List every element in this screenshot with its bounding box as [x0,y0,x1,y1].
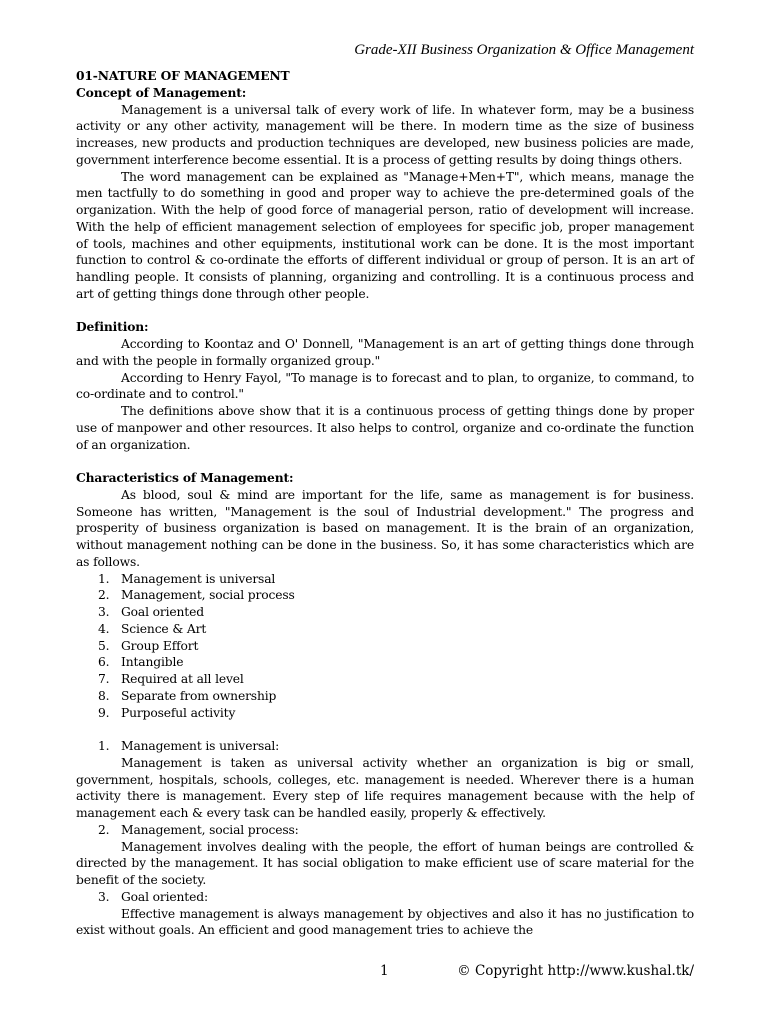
list-item: 4. Science & Art [98,621,207,636]
concept-paragraph: Management is a universal talk of every work of life. In whatever form, may be a business activity or any other activity, management will be there. In modern time as the size of business increases, new products and production techniques are developed, new business policies are made, government interference become essential. It is a process of getting results by doing things others. [76,102,694,167]
list-item: 2. Management, social process [98,588,295,603]
definition-heading: Definition: [76,319,149,335]
copyright-notice: © Copyright http://www.kushal.tk/ [457,963,694,979]
definition-paragraph: According to Koontaz and O' Donnell, "Management is an art of getting things done through and with the people in formally organized group." [76,337,694,368]
page-number: 1 [380,963,389,979]
detail-title: Management, social process: [121,822,299,837]
detail-text: Effective management is always management by objectives and also it has no justification to exist without goals. An efficient and good management tries to achieve the [76,906,694,938]
running-header: Grade-XII Business Organization & Office Management [354,42,694,58]
list-item: 5. Group Effort [98,638,199,653]
detail-block: 1. Management is universal: Management is taken as universal activity whether an organization is big or small, government, hospitals, schools, colleges, etc. management is needed. Wherever there is a human activity there is management. Every step of life requires management because with the help of management each & every task can be handled easily, properly & effectively. [76,739,694,820]
detail-text: Management is taken as universal activity whether an organization is big or small, government, hospitals, schools, colleges, etc. management is needed. Wherever there is a human activity there is management. Every step of life requires management because with the help of management each & every task can be handled easily, properly & effectively. [76,755,694,820]
characteristics-heading: Characteristics of Management: [76,470,294,485]
detail-block: 3. Goal oriented: Effective management is always management by objectives and also it has no justification to exist without goals. An efficient and good management tries to achieve the [76,889,694,938]
list-item: 9. Purposeful activity [98,705,236,720]
list-item: 7. Required at all level [98,672,244,686]
definition-paragraph: The definitions above show that it is a continuous process of getting things done by proper use of manpower and other resources. It also helps to control, organize and co-ordinate the function of an organization. [76,404,694,452]
list-item: 8. Separate from ownership [98,688,277,703]
concept-paragraph: The word management can be explained as "Manage+Men+T", which means, manage the men tactfully to do something in good and proper way to achieve the pre-determined goals of the organization. With the help of good force of managerial person, ratio of development will increase. With the help of efficient management selection of employees for specific job, proper management of tools, machines and other equipments, institutional work can be done. It is the most important function to control & co-ordinate the efforts of different individual or group of person. It is an art of handling people. It consists of planning, organizing and controlling. It is a continuous process and art of getting things done through other people. [76,169,694,301]
document-body [76,68,694,939]
detail-title: Goal oriented: [121,889,208,904]
definition-paragraph: According to Henry Fayol, "To manage is to forecast and to plan, to organize, to command, to co-ordinate and to control." [76,370,694,402]
list-item: 6. Intangible [98,655,184,670]
chapter-title: 01-NATURE OF MANAGEMENT [76,68,290,83]
characteristics-list [76,571,694,722]
detail-title: Management is universal: [121,739,280,753]
detail-text: Management involves dealing with the people, the effort of human beings are controlled & directed by the management. It has social obligation to make efficient use of scare material for the benefit of the society. [76,839,694,887]
concept-heading: Concept of Management: [76,84,247,100]
detail-block: 2. Management, social process: Management involves dealing with the people, the effort of human beings are controlled & directed by the management. It has social obligation to make efficient use of scare material for the benefit of the society. [76,822,694,887]
list-item: 3. Goal oriented [98,605,204,619]
characteristics-intro: As blood, soul & mind are important for the life, same as management is for business. Someone has written, "Management is the soul of Industrial development." The progress and prosperity of business organization is based on management. It is the brain of an organization, without management nothing can be done in the business. So, it has some characteristics which are as follows. [76,487,694,569]
list-item: 1. Management is universal [98,571,276,586]
